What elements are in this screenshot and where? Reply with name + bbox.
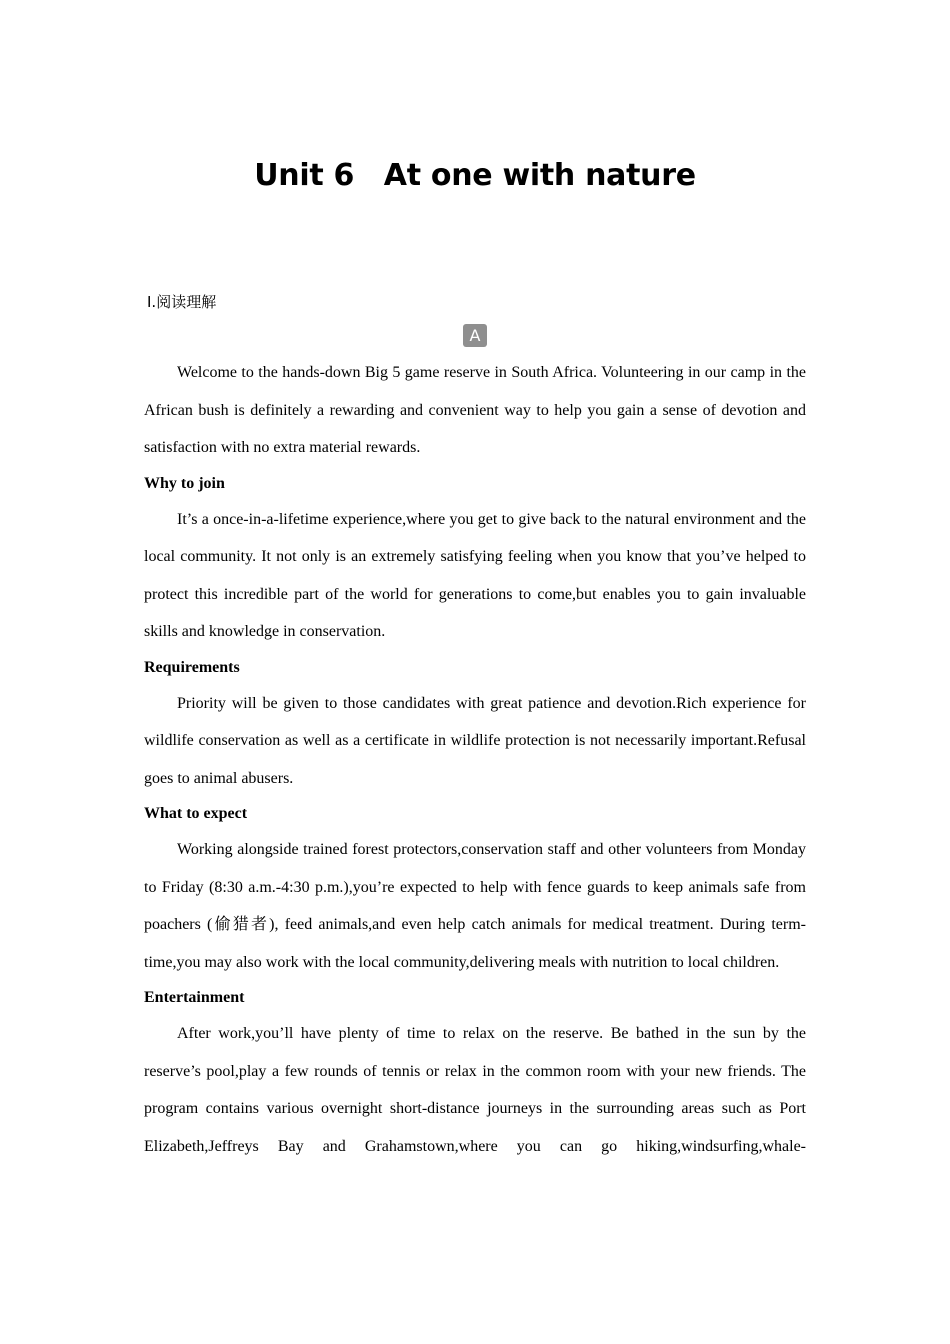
subheading-why-to-join: Why to join [144,474,225,492]
passage-body [144,354,806,1165]
subheading-entertainment: Entertainment [144,989,245,1006]
subheading-what-to-expect: What to expect [144,805,248,822]
page-title: Unit 6 At one with nature [254,158,696,193]
paragraph-what-to-expect: Working alongside trained forest protectors,conservation staff and other volunteers from Monday to Friday (8:30 a.m.-4:30 p.m.),you’re expected to help with fence guards to keep animals safe from poachers (偷猎者), feed animals,and even help catch animals for medical treatment. During term-time,you may also work with the local community,delivering meals with nutrition to local children. [144,841,806,971]
section-heading: Ⅰ.阅读理解 [147,293,217,311]
subheading-requirements: Requirements [144,658,240,676]
paragraph-requirements: Priority will be given to those candidates with great patience and devotion.Rich experience for wildlife conservation as well as a certificate in wildlife protection is not necessarily important.Refusal goes to animal abusers. [144,694,806,787]
paragraph-entertainment: After work,you’ll have plenty of time to relax on the reserve. Be bathed in the sun by the reserve’s pool,play a few rounds of tennis or relax in the common room with your new friends. The program contains various overnight short-distance journeys in the surrounding areas such as Port Elizabeth,Jeffreys Bay and Grahamstown,where you can go hiking,windsurfing,whale- [144,1025,806,1155]
intro-paragraph: Welcome to the hands-down Big 5 game reserve in South Africa. Volunteering in our camp in the African bush is definitely a rewarding and convenient way to help you gain a sense of devotion and satisfaction with no extra material rewards. [144,364,806,456]
passage-label-badge: A [463,324,487,347]
paragraph-why-to-join: It’s a once-in-a-lifetime experience,where you get to give back to the natural environment and the local community. It not only is an extremely satisfying feeling when you know that you’ve helped to protect this incredible part of the world for generations to come,but enables you to gain invaluable skills and knowledge in conservation. [144,510,806,640]
